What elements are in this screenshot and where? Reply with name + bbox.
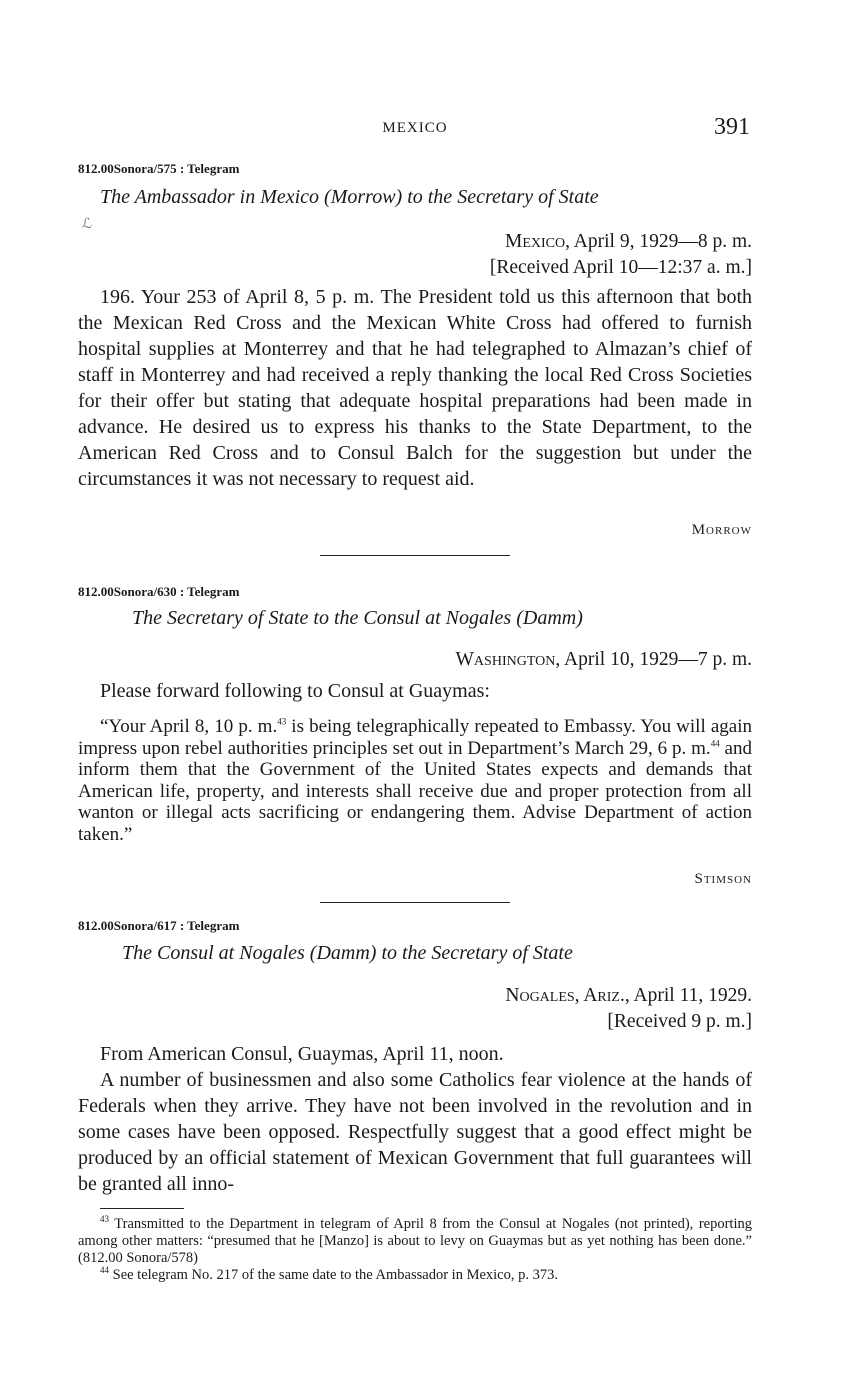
doc2-quote-part1: “Your April 8, 10 p. m. <box>100 716 278 737</box>
doc3-title: The Consul at Nogales (Damm) to the Secretary of State <box>122 942 573 964</box>
doc1-received: [Received April 10—12:37 a. m.] <box>489 257 752 278</box>
footnotes <box>78 1216 752 1284</box>
footnote-44 <box>78 1267 752 1284</box>
ink-smudge-mark: ℒ <box>82 217 93 232</box>
doc2-quote-part3: and inform them that the Government of the United States expects and demands that American life, property, and interests shall receive due and proper protection from all wanton or illegal acts sacrificing or endangering them. Advise Department of action taken.” <box>78 737 752 845</box>
running-title: MEXICO <box>382 120 448 136</box>
doc3-dateline <box>78 983 752 1008</box>
page-number: 391 <box>714 114 750 140</box>
doc1-body <box>78 284 752 492</box>
footnote-43-text: Transmitted to the Department in telegram of April 8 from the Consul at Nogales (not printed), reporting among other matters: “presumed that he [Manzo] is about to levy on Guaymas but as yet nothing has been done.” (812.00 Sonora/578) <box>78 1216 752 1266</box>
footnote-44-text: See telegram No. 217 of the same date to the Ambassador in Mexico, p. 373. <box>112 1267 558 1283</box>
doc2-dateline <box>78 647 752 672</box>
doc3-file-ref: 812.00Sonora/617 : Telegram <box>78 918 240 933</box>
footnote-43 <box>78 1216 752 1267</box>
footnote-44-mark: 44 <box>100 1265 109 1276</box>
footnote-ref-43[interactable]: 43 <box>277 716 287 727</box>
section-divider <box>320 902 510 903</box>
doc3-dateline-place: Nogales, Ariz., <box>505 985 630 1006</box>
doc2-quote-text <box>78 716 752 845</box>
doc1-dateline-date: April 9, 1929—8 p. m. <box>569 231 752 252</box>
doc1-dateline-place: Mexico, <box>504 231 570 252</box>
doc1-title: The Ambassador in Mexico (Morrow) to the Secretary of State <box>100 186 599 208</box>
doc2-quote-part2: is being telegraphically repeated to Embassy. You will again impress upon rebel authorities principles set out in Department’s March 29, 6 p. m. <box>78 716 752 759</box>
footnote-rule <box>100 1208 184 1209</box>
doc2-dateline-place: Washington, <box>455 649 561 670</box>
running-head <box>78 116 752 142</box>
doc3-dateline-date: April 11, 1929. <box>629 985 752 1006</box>
footnote-43-mark: 43 <box>100 1214 109 1225</box>
doc3-para2: A number of businessmen and also some Catholics fear violence at the hands of Federals when they arrive. They have not been involved in the revolution and in some cases have been opposed. Respectfully suggest that a good effect might be produced by an official statement of Mexican Government that full guarantees will be granted all inno- <box>78 1069 752 1195</box>
doc1-file-ref: 812.00Sonora/575 : Telegram <box>78 161 240 176</box>
doc2-title: The Secretary of State to the Consul at Nogales (Damm) <box>132 607 583 629</box>
doc2-intro-text: Please forward following to Consul at Guaymas: <box>100 680 490 702</box>
doc3-body <box>78 1041 752 1197</box>
doc2-dateline-date: April 10, 1929—7 p. m. <box>560 649 752 670</box>
doc1-signature: Morrow <box>691 522 752 538</box>
section-divider <box>320 555 510 556</box>
doc2-file-ref: 812.00Sonora/630 : Telegram <box>78 584 240 599</box>
doc1-body-text: 196. Your 253 of April 8, 5 p. m. The President told us this afternoon that both the Mexican Red Cross and the Mexican White Cross had offered to furnish hospital supplies at Monterrey and that he had telegraphed to Almazan’s chief of staff in Monterrey and had received a reply thanking the local Red Cross Societies for their offer but stating that adequate hospital preparations had been made in advance. He desired us to express his thanks to the State Department, to the American Red Cross and to Consul Balch for the suggestion but under the circumstances it was not necessary to request aid. <box>78 286 752 490</box>
doc2-quote <box>78 716 752 845</box>
doc1-dateline <box>78 229 752 254</box>
doc2-intro <box>78 678 752 704</box>
doc3-received: [Received 9 p. m.] <box>607 1011 752 1032</box>
footnote-ref-44[interactable]: 44 <box>710 738 720 749</box>
doc3-para1: From American Consul, Guaymas, April 11, noon. <box>100 1043 504 1065</box>
doc2-signature: Stimson <box>694 871 752 887</box>
